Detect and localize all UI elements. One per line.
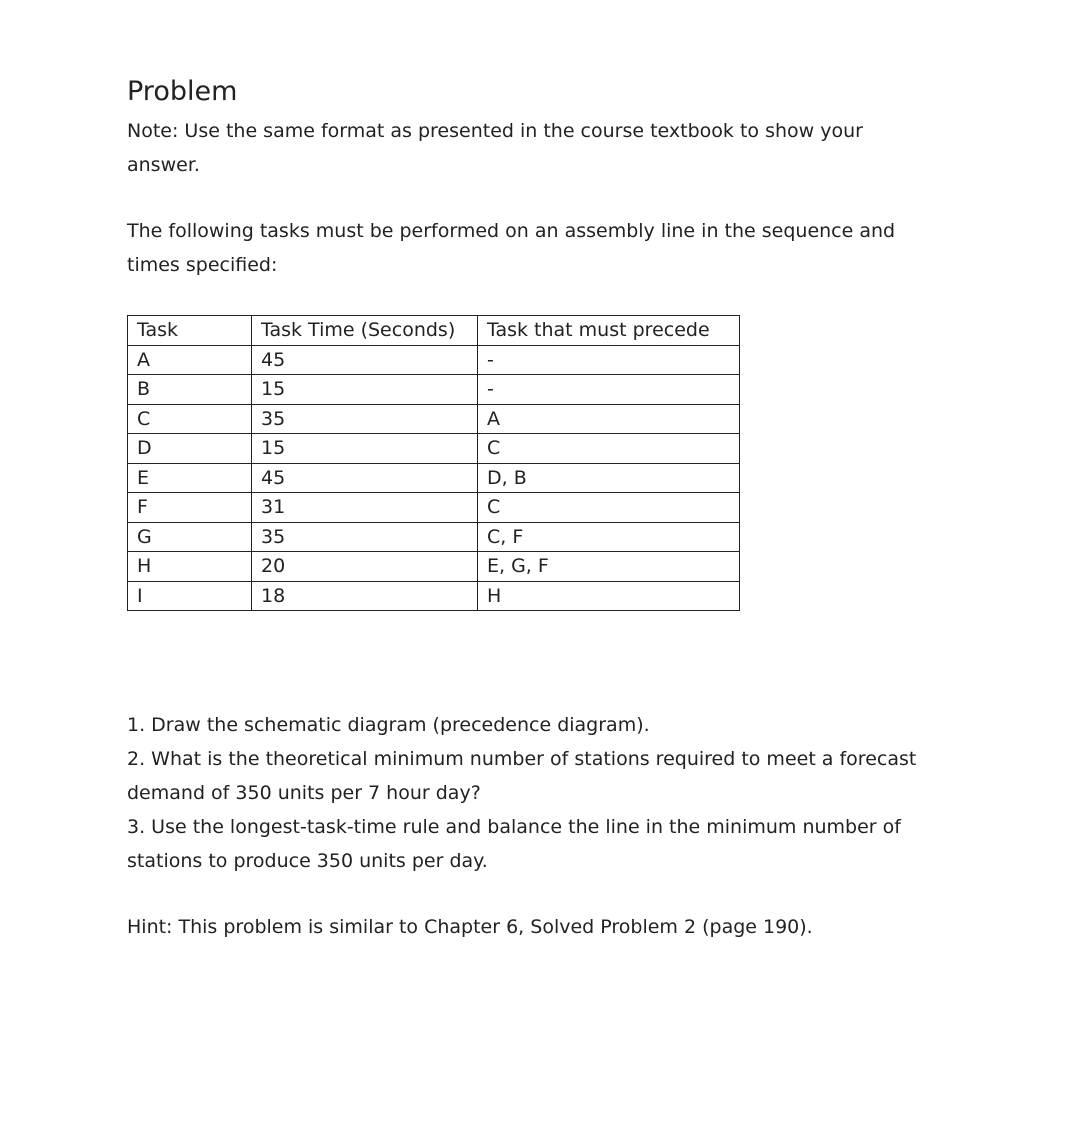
cell-precede: H — [478, 581, 740, 611]
table-header-row — [128, 316, 740, 346]
cell-time: 15 — [252, 375, 478, 405]
table-row — [128, 345, 740, 375]
cell-time: 45 — [252, 463, 478, 493]
questions-list — [127, 708, 967, 878]
cell-task: B — [128, 375, 252, 405]
cell-task: I — [128, 581, 252, 611]
table-row — [128, 522, 740, 552]
table-row — [128, 581, 740, 611]
cell-time: 45 — [252, 345, 478, 375]
header-task: Task — [128, 316, 252, 346]
cell-precede: - — [478, 345, 740, 375]
cell-precede: D, B — [478, 463, 740, 493]
cell-task: F — [128, 493, 252, 523]
cell-time: 15 — [252, 434, 478, 464]
cell-precede: C — [478, 493, 740, 523]
cell-precede: C — [478, 434, 740, 464]
page-title: Problem — [127, 76, 238, 107]
question-1: 1. Draw the schematic diagram (precedence diagram). — [127, 714, 650, 736]
table-row — [128, 493, 740, 523]
table-row — [128, 463, 740, 493]
cell-task: D — [128, 434, 252, 464]
question-3: 3. Use the longest-task-time rule and balance the line in the minimum number of stations to produce 350 units per day. — [127, 816, 901, 872]
cell-task: A — [128, 345, 252, 375]
cell-task: H — [128, 552, 252, 582]
cell-task: C — [128, 404, 252, 434]
header-precede: Task that must precede — [478, 316, 740, 346]
cell-time: 18 — [252, 581, 478, 611]
question-2: 2. What is the theoretical minimum number of stations required to meet a forecast demand of 350 units per 7 hour day? — [127, 748, 917, 804]
cell-task: E — [128, 463, 252, 493]
cell-precede: - — [478, 375, 740, 405]
table-row — [128, 434, 740, 464]
cell-precede: C, F — [478, 522, 740, 552]
task-table — [127, 315, 740, 611]
intro-paragraph: The following tasks must be performed on an assembly line in the sequence and times specified: — [127, 220, 896, 276]
table-row — [128, 404, 740, 434]
cell-precede: E, G, F — [478, 552, 740, 582]
cell-time: 35 — [252, 522, 478, 552]
note-paragraph: Note: Use the same format as presented in the course textbook to show your answer. — [127, 120, 863, 176]
table-row — [128, 375, 740, 405]
hint-paragraph: Hint: This problem is similar to Chapter 6, Solved Problem 2 (page 190). — [127, 916, 813, 938]
cell-task: G — [128, 522, 252, 552]
cell-time: 20 — [252, 552, 478, 582]
cell-precede: A — [478, 404, 740, 434]
cell-time: 35 — [252, 404, 478, 434]
header-task-time: Task Time (Seconds) — [252, 316, 478, 346]
table-row — [128, 552, 740, 582]
cell-time: 31 — [252, 493, 478, 523]
